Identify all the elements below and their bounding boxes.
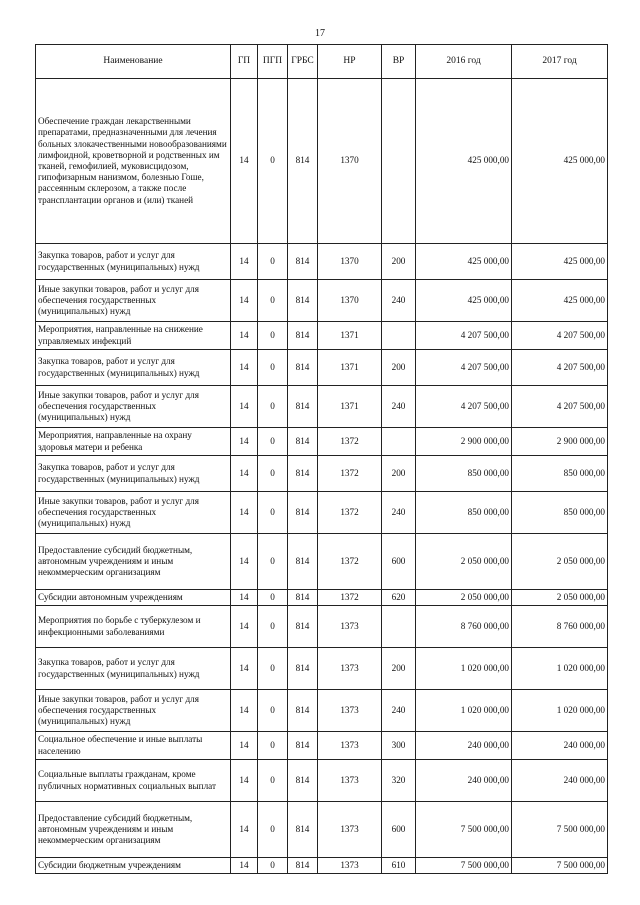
row-vr: 600 [382, 802, 416, 858]
table-body [36, 79, 608, 874]
table-row [36, 590, 608, 606]
row-gp: 14 [231, 244, 258, 280]
row-2016: 425 000,00 [416, 79, 512, 244]
row-vr: 240 [382, 280, 416, 322]
row-2016: 2 900 000,00 [416, 428, 512, 456]
table-row [36, 428, 608, 456]
table-row [36, 534, 608, 590]
row-pgp: 0 [258, 760, 288, 802]
table-row [36, 350, 608, 386]
row-gp: 14 [231, 350, 258, 386]
row-name: Социальные выплаты гражданам, кроме публичных нормативных социальных выплат [36, 760, 231, 802]
row-nr: 1371 [318, 386, 382, 428]
row-vr: 300 [382, 732, 416, 760]
row-name: Иные закупки товаров, работ и услуг для обеспечения государственных (муниципальных) нужд [36, 690, 231, 732]
row-pgp: 0 [258, 350, 288, 386]
row-nr: 1373 [318, 606, 382, 648]
table-row [36, 244, 608, 280]
row-gp: 14 [231, 802, 258, 858]
row-vr: 620 [382, 590, 416, 606]
row-2016: 850 000,00 [416, 456, 512, 492]
row-2017: 7 500 000,00 [512, 858, 608, 874]
row-gp: 14 [231, 534, 258, 590]
row-2016: 4 207 500,00 [416, 386, 512, 428]
row-nr: 1372 [318, 428, 382, 456]
row-grbs: 814 [288, 732, 318, 760]
row-pgp: 0 [258, 492, 288, 534]
row-2017: 850 000,00 [512, 492, 608, 534]
row-nr: 1371 [318, 322, 382, 350]
row-2017: 425 000,00 [512, 280, 608, 322]
row-nr: 1373 [318, 802, 382, 858]
table-row [36, 492, 608, 534]
row-2016: 2 050 000,00 [416, 590, 512, 606]
row-grbs: 814 [288, 322, 318, 350]
row-gp: 14 [231, 280, 258, 322]
row-name: Мероприятия, направленные на охрану здоровья матери и ребенка [36, 428, 231, 456]
row-pgp: 0 [258, 322, 288, 350]
row-2017: 2 050 000,00 [512, 590, 608, 606]
row-2016: 4 207 500,00 [416, 322, 512, 350]
row-name: Обеспечение граждан лекарственными препаратами, предназначенными для лечения больных злокачественными новообразованиями лимфоидной, кроветворной и родственных им тканей, гемофилией, муковисцидозом, гипофизарным нанизмом, болезнью Гоше, рассеянным склерозом, а также после трансплантации органов и (или) тканей [36, 79, 231, 244]
row-pgp: 0 [258, 590, 288, 606]
row-name: Закупка товаров, работ и услуг для государственных (муниципальных) нужд [36, 648, 231, 690]
row-2016: 240 000,00 [416, 760, 512, 802]
row-pgp: 0 [258, 858, 288, 874]
row-2016: 425 000,00 [416, 244, 512, 280]
table-row [36, 760, 608, 802]
row-pgp: 0 [258, 428, 288, 456]
row-nr: 1371 [318, 350, 382, 386]
row-pgp: 0 [258, 606, 288, 648]
row-pgp: 0 [258, 648, 288, 690]
header-vr: ВР [382, 45, 416, 79]
table-row [36, 648, 608, 690]
row-2017: 1 020 000,00 [512, 690, 608, 732]
header-name: Наименование [36, 45, 231, 79]
row-name: Мероприятия, направленные на снижение управляемых инфекций [36, 322, 231, 350]
row-gp: 14 [231, 690, 258, 732]
row-2017: 2 050 000,00 [512, 534, 608, 590]
table-row [36, 386, 608, 428]
row-2017: 425 000,00 [512, 79, 608, 244]
row-nr: 1372 [318, 492, 382, 534]
page-number: 17 [315, 28, 325, 39]
row-2017: 240 000,00 [512, 732, 608, 760]
row-name: Иные закупки товаров, работ и услуг для обеспечения государственных (муниципальных) нужд [36, 280, 231, 322]
row-gp: 14 [231, 492, 258, 534]
row-grbs: 814 [288, 606, 318, 648]
row-nr: 1373 [318, 690, 382, 732]
header-pgp: ПГП [258, 45, 288, 79]
row-gp: 14 [231, 79, 258, 244]
row-gp: 14 [231, 456, 258, 492]
row-name: Закупка товаров, работ и услуг для государственных (муниципальных) нужд [36, 456, 231, 492]
row-vr: 610 [382, 858, 416, 874]
row-nr: 1372 [318, 456, 382, 492]
row-vr: 320 [382, 760, 416, 802]
row-grbs: 814 [288, 690, 318, 732]
row-2016: 2 050 000,00 [416, 534, 512, 590]
header-row [36, 45, 608, 79]
row-pgp: 0 [258, 280, 288, 322]
row-grbs: 814 [288, 802, 318, 858]
row-2017: 1 020 000,00 [512, 648, 608, 690]
row-gp: 14 [231, 648, 258, 690]
row-2017: 8 760 000,00 [512, 606, 608, 648]
row-nr: 1370 [318, 79, 382, 244]
row-2017: 4 207 500,00 [512, 386, 608, 428]
row-pgp: 0 [258, 244, 288, 280]
row-nr: 1370 [318, 280, 382, 322]
table-row [36, 280, 608, 322]
row-pgp: 0 [258, 456, 288, 492]
row-grbs: 814 [288, 428, 318, 456]
row-vr [382, 428, 416, 456]
row-grbs: 814 [288, 350, 318, 386]
row-2016: 425 000,00 [416, 280, 512, 322]
header-gp: ГП [231, 45, 258, 79]
row-pgp: 0 [258, 732, 288, 760]
row-grbs: 814 [288, 858, 318, 874]
row-nr: 1370 [318, 244, 382, 280]
table-row [36, 690, 608, 732]
row-2016: 1 020 000,00 [416, 648, 512, 690]
row-vr: 200 [382, 244, 416, 280]
row-2016: 8 760 000,00 [416, 606, 512, 648]
row-name: Предоставление субсидий бюджетным, автономным учреждениям и иным некоммерческим организациям [36, 534, 231, 590]
row-nr: 1372 [318, 590, 382, 606]
row-2017: 425 000,00 [512, 244, 608, 280]
row-vr [382, 606, 416, 648]
row-grbs: 814 [288, 386, 318, 428]
row-grbs: 814 [288, 760, 318, 802]
table-row [36, 456, 608, 492]
row-2016: 7 500 000,00 [416, 802, 512, 858]
row-name: Иные закупки товаров, работ и услуг для обеспечения государственных (муниципальных) нужд [36, 386, 231, 428]
row-nr: 1372 [318, 534, 382, 590]
row-2016: 7 500 000,00 [416, 858, 512, 874]
budget-table [35, 44, 608, 874]
header-nr: НР [318, 45, 382, 79]
row-grbs: 814 [288, 79, 318, 244]
row-vr: 600 [382, 534, 416, 590]
table-row [36, 858, 608, 874]
row-name: Предоставление субсидий бюджетным, автономным учреждениям и иным некоммерческим организациям [36, 802, 231, 858]
row-grbs: 814 [288, 590, 318, 606]
row-grbs: 814 [288, 648, 318, 690]
table-row [36, 322, 608, 350]
row-name: Субсидии бюджетным учреждениям [36, 858, 231, 874]
header-2016: 2016 год [416, 45, 512, 79]
row-name: Закупка товаров, работ и услуг для государственных (муниципальных) нужд [36, 244, 231, 280]
row-gp: 14 [231, 590, 258, 606]
row-nr: 1373 [318, 732, 382, 760]
row-2016: 240 000,00 [416, 732, 512, 760]
row-vr: 240 [382, 386, 416, 428]
row-grbs: 814 [288, 456, 318, 492]
row-pgp: 0 [258, 79, 288, 244]
row-gp: 14 [231, 606, 258, 648]
row-2016: 850 000,00 [416, 492, 512, 534]
row-gp: 14 [231, 322, 258, 350]
row-vr: 200 [382, 350, 416, 386]
row-2017: 4 207 500,00 [512, 322, 608, 350]
row-grbs: 814 [288, 280, 318, 322]
row-gp: 14 [231, 732, 258, 760]
row-vr: 240 [382, 690, 416, 732]
row-vr: 200 [382, 648, 416, 690]
row-vr [382, 322, 416, 350]
row-2016: 1 020 000,00 [416, 690, 512, 732]
row-gp: 14 [231, 760, 258, 802]
row-nr: 1373 [318, 858, 382, 874]
header-2017: 2017 год [512, 45, 608, 79]
row-pgp: 0 [258, 802, 288, 858]
row-2017: 240 000,00 [512, 760, 608, 802]
row-name: Социальное обеспечение и иные выплаты населению [36, 732, 231, 760]
row-nr: 1373 [318, 760, 382, 802]
row-pgp: 0 [258, 386, 288, 428]
row-name: Мероприятия по борьбе с туберкулезом и инфекционными заболеваниями [36, 606, 231, 648]
table-row [36, 79, 608, 244]
row-grbs: 814 [288, 492, 318, 534]
row-2017: 850 000,00 [512, 456, 608, 492]
row-gp: 14 [231, 386, 258, 428]
row-2016: 4 207 500,00 [416, 350, 512, 386]
row-pgp: 0 [258, 690, 288, 732]
row-nr: 1373 [318, 648, 382, 690]
row-grbs: 814 [288, 534, 318, 590]
row-name: Закупка товаров, работ и услуг для государственных (муниципальных) нужд [36, 350, 231, 386]
row-vr: 240 [382, 492, 416, 534]
row-name: Иные закупки товаров, работ и услуг для обеспечения государственных (муниципальных) нужд [36, 492, 231, 534]
table-row [36, 732, 608, 760]
row-vr [382, 79, 416, 244]
table-row [36, 606, 608, 648]
table-row [36, 802, 608, 858]
row-vr: 200 [382, 456, 416, 492]
row-2017: 2 900 000,00 [512, 428, 608, 456]
row-gp: 14 [231, 428, 258, 456]
row-pgp: 0 [258, 534, 288, 590]
row-grbs: 814 [288, 244, 318, 280]
row-name: Субсидии автономным учреждениям [36, 590, 231, 606]
row-2017: 7 500 000,00 [512, 802, 608, 858]
header-grbs: ГРБС [288, 45, 318, 79]
row-2017: 4 207 500,00 [512, 350, 608, 386]
row-gp: 14 [231, 858, 258, 874]
